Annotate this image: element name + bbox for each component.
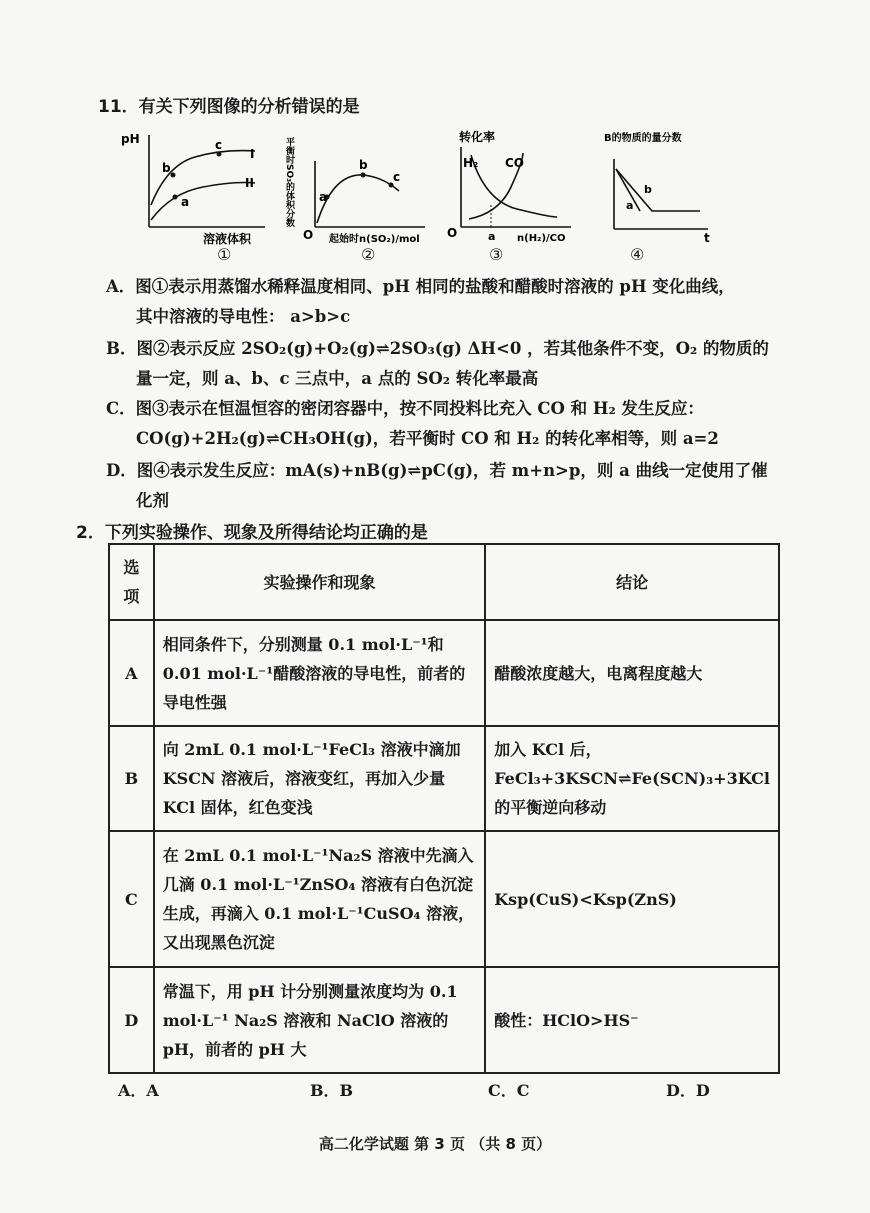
q12-choice-c[interactable]: C．C (488, 1081, 530, 1100)
graph-2-pt-b: b (359, 158, 368, 172)
graph-2-number: ② (361, 245, 376, 264)
graph-1-number: ① (217, 245, 232, 264)
graph-2-pt-c: c (393, 170, 401, 184)
q11-option-b[interactable] (106, 334, 806, 394)
graph-2-ylabel: 平衡时SO₃的体积分数 (285, 137, 294, 228)
graph-3-series-1: H₂ (463, 156, 479, 170)
graph-1-xlabel: 溶液体积 (203, 232, 252, 246)
graph-2-svg (285, 125, 445, 255)
experiment-table (108, 543, 780, 1074)
row-operation: 向 2mL 0.1 mol·L⁻¹FeCl₃ 溶液中滴加 KSCN 溶液后，溶液变红，再加入少量 KCl 固体，红色变浅 (154, 726, 485, 831)
row-option: A (109, 620, 154, 726)
graph-1-curve-2: II (245, 176, 254, 190)
q11-option-d-line2: 化剂 (136, 491, 169, 510)
graph-3-svg (445, 125, 585, 255)
graph-1-pt-b: b (162, 161, 171, 175)
graph-4-number: ④ (630, 245, 645, 264)
graph-4-xlabel: t (704, 231, 710, 245)
row-option: B (109, 726, 154, 831)
graph-4-curve-b: b (644, 183, 652, 196)
q11-option-c-line2: CO(g)+2H₂(g)⇌CH₃OH(g)，若平衡时 CO 和 H₂ 的转化率相等，则 a=2 (136, 429, 719, 448)
q11-option-d[interactable] (106, 456, 806, 516)
graph-1-pt-a: a (181, 195, 190, 209)
graph-2 (285, 125, 445, 264)
table-row (109, 967, 779, 1073)
q11-option-d-line1: D．图④表示发生反应：mA(s)+nB(g)⇌pC(g)，若 m+n>p，则 a 曲线一定使用了催 (106, 461, 768, 480)
q11-option-a[interactable] (106, 272, 806, 332)
graph-1-ylabel: pH (121, 132, 140, 146)
row-conclusion: 酸性：HClO>HS⁻ (485, 967, 779, 1073)
row-operation: 常温下，用 pH 计分别测量浓度均为 0.1 mol·L⁻¹ Na₂S 溶液和 NaClO 溶液的 pH，前者的 pH 大 (154, 967, 485, 1073)
row-option: D (109, 967, 154, 1073)
row-conclusion: 加入 KCl 后，FeCl₃+3KSCN⇌Fe(SCN)₃+3KCl 的平衡逆向移动 (485, 726, 779, 831)
table-header-row (109, 544, 779, 620)
graph-strip (115, 125, 715, 275)
row-operation: 相同条件下，分别测量 0.1 mol·L⁻¹和 0.01 mol·L⁻¹醋酸溶液的导电性，前者的导电性强 (154, 620, 485, 726)
graph-3-number: ③ (489, 245, 504, 264)
page-footer: 高二化学试题 第 3 页 （共 8 页） (318, 1135, 552, 1153)
table-row (109, 726, 779, 831)
header-option: 选项 (109, 544, 154, 620)
graph-2-xlabel: 起始时n(SO₂)/mol (329, 234, 420, 245)
graph-3-tick-a: a (488, 230, 496, 243)
header-conclusion: 结论 (485, 544, 779, 620)
graph-4 (600, 125, 715, 264)
graph-4-svg (600, 125, 715, 255)
graph-3 (445, 125, 585, 264)
question-12-title: 2．下列实验操作、现象及所得结论均正确的是 (76, 523, 428, 543)
q11-option-c[interactable] (106, 394, 806, 454)
table-row (109, 831, 779, 967)
row-option: C (109, 831, 154, 967)
graph-1-curve-1: I (250, 147, 255, 161)
row-operation: 在 2mL 0.1 mol·L⁻¹Na₂S 溶液中先滴入几滴 0.1 mol·L⁻¹ZnSO₄ 溶液有白色沉淀生成，再滴入 0.1 mol·L⁻¹CuSO₄ 溶液，又出现黑色沉淀 (154, 831, 485, 967)
graph-3-xlabel: n(H₂)/CO (517, 233, 566, 244)
graph-4-curve-a: a (626, 199, 634, 212)
q12-choice-d[interactable]: D．D (666, 1081, 710, 1100)
graph-1-pt-c: c (215, 138, 223, 152)
header-operation: 实验操作和现象 (154, 544, 485, 620)
graph-4-ylabel: B的物质的量分数 (604, 133, 682, 144)
q11-option-a-line2: 其中溶液的导电性： a>b>c (136, 307, 351, 326)
graph-2-origin: O (303, 228, 314, 242)
q12-choice-b[interactable]: B．B (310, 1081, 354, 1100)
q11-option-b-line2: 量一定，则 a、b、c 三点中，a 点的 SO₂ 转化率最高 (136, 369, 539, 388)
graph-2-pt-a: a (319, 190, 328, 204)
q12-choice-a[interactable]: A．A (118, 1081, 159, 1100)
q11-option-b-line1: B．图②表示反应 2SO₂(g)+O₂(g)⇌2SO₃(g) ΔH<0 ，若其他条件不变，O₂ 的物质的 (106, 339, 769, 358)
graph-1-svg (115, 125, 275, 255)
question-11-title: 11．有关下列图像的分析错误的是 (98, 97, 360, 117)
graph-3-origin: O (447, 226, 458, 240)
row-conclusion: Ksp(CuS)<Ksp(ZnS) (485, 831, 779, 967)
graph-1 (115, 125, 275, 264)
row-conclusion: 醋酸浓度越大，电离程度越大 (485, 620, 779, 726)
graph-3-series-2: CO (505, 156, 525, 170)
table-row (109, 620, 779, 726)
q11-option-a-line1: A．图①表示用蒸馏水稀释温度相同、pH 相同的盐酸和醋酸时溶液的 pH 变化曲线， (106, 277, 735, 296)
q11-option-c-line1: C．图③表示在恒温恒容的密闭容器中，按不同投料比充入 CO 和 H₂ 发生反应： (106, 399, 704, 418)
graph-3-ylabel: 转化率 (459, 130, 496, 144)
